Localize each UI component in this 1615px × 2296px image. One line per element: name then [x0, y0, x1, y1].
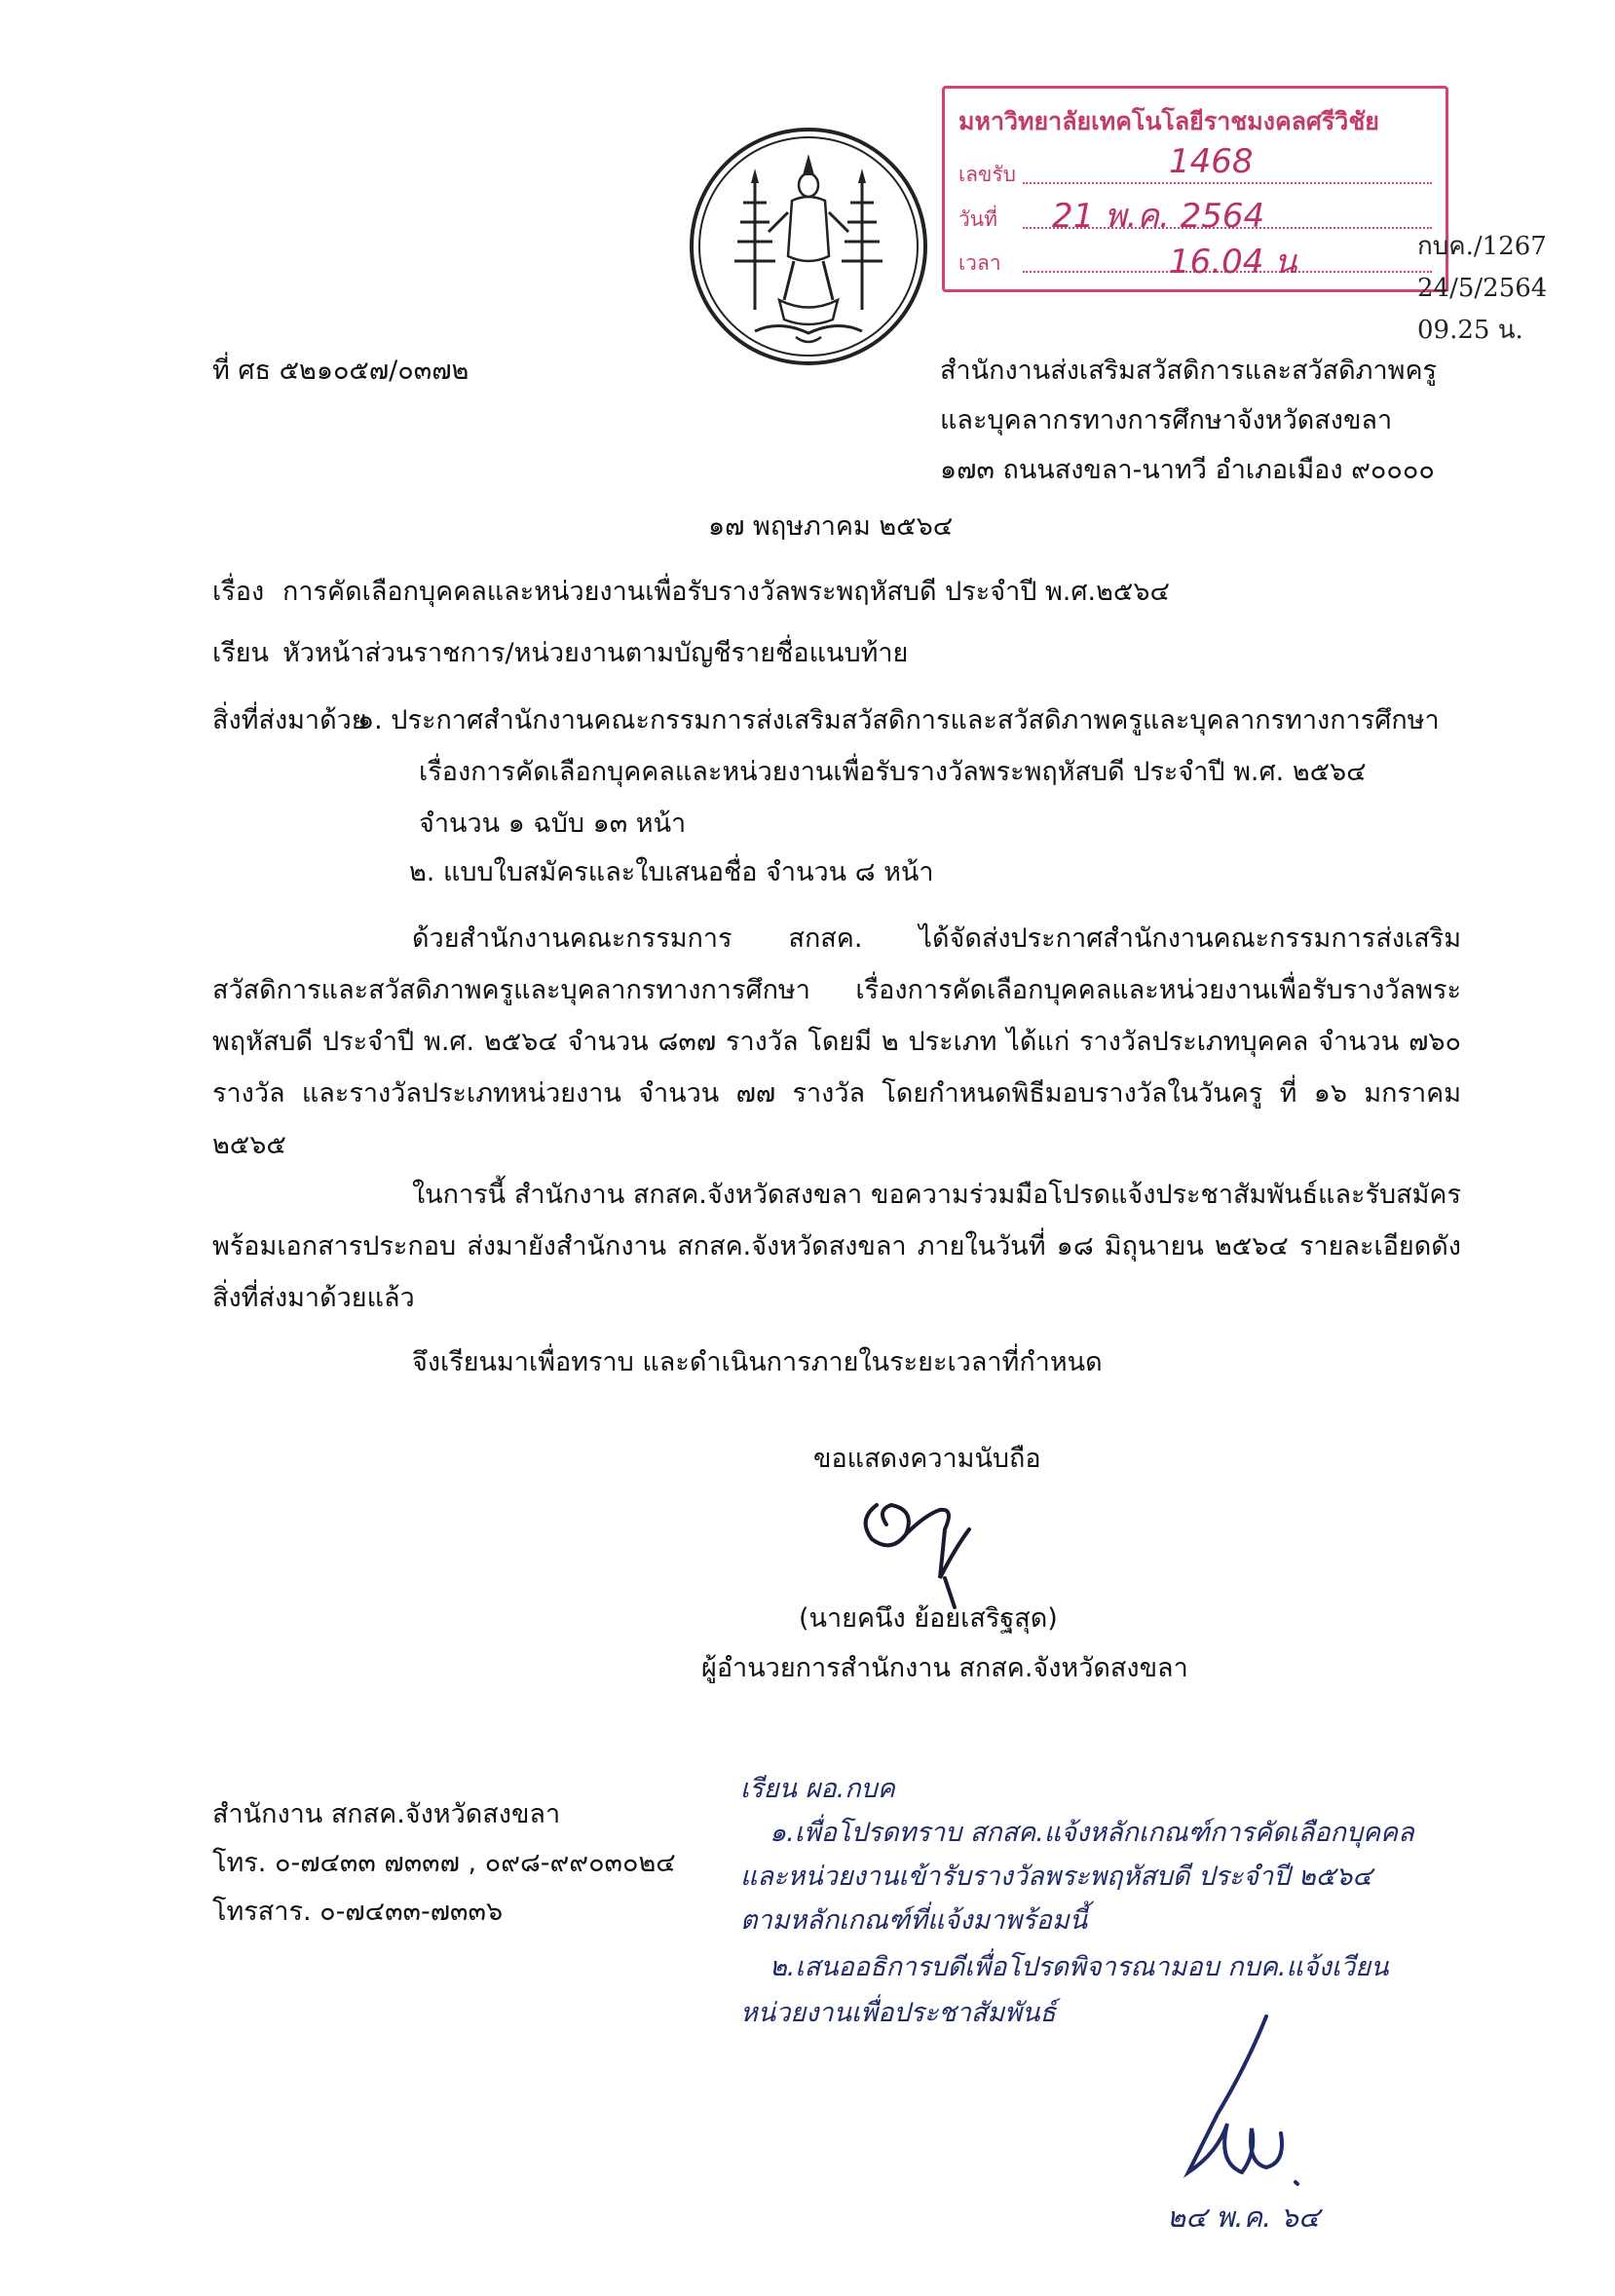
signer-position: ผู้อำนวยการสำนักงาน สกสค.จังหวัดสงขลา — [701, 1653, 1188, 1683]
side-note — [1417, 226, 1547, 352]
memo-line2: ๑.เพื่อโปรดทราบ สกสค.แจ้งหลักเกณฑ์การคัดเลือกบุคคล — [770, 1818, 1414, 1848]
subject-text: การคัดเลือกบุคคลและหน่วยงานเพื่อรับรางวัลพระพฤหัสบดี ประจำปี พ.ศ.๒๕๖๔ — [282, 577, 1170, 607]
memo-line6: หน่วยงานเพื่อประชาสัมพันธ์ — [740, 1998, 1056, 2028]
signer-name: (นายคนึง ย้อยเสริฐสุด) — [799, 1603, 1058, 1634]
reference-number: ที่ ศธ ๕๒๑๐๕๗/๐๓๗๒ — [212, 356, 469, 386]
org-line1: สำนักงานส่งเสริมสวัสดิการและสวัสดิภาพครู — [940, 356, 1438, 386]
stamp-org: มหาวิทยาลัยเทคโนโลยีราชมงคลศรีวิชัย — [958, 107, 1379, 135]
org-address: ๑๗๓ ถนนสงขลา-นาทวี อำเภอเมือง ๙๐๐๐๐ — [940, 455, 1435, 485]
enclosures-label: สิ่งที่ส่งมาด้วย — [212, 705, 367, 735]
body-paragraph-2: ในการนี้ สำนักงาน สกสค.จังหวัดสงขลา ขอความร่วมมือโปรดแจ้งประชาสัมพันธ์และรับสมัครพร้อมเอกสารประกอบ ส่งมายังสำนักงาน สกสค.จังหวัดสงขลา ภายในวันที่ ๑๘ มิถุนายน ๒๕๖๔ รายละเอียดดังสิ่งที่ส่งมาด้วยแล้ว — [212, 1180, 1461, 1313]
emblem-seal — [687, 125, 930, 368]
enclosure-1-line1: ๑. ประกาศสำนักงานคณะกรรมการส่งเสริมสวัสดิการและสวัสดิภาพครูและบุคลากรทางการศึกษา — [357, 705, 1440, 735]
letter-date: ๑๗ พฤษภาคม ๒๕๖๔ — [708, 511, 954, 542]
stamp-time-label: เวลา — [958, 251, 1001, 275]
receipt-stamp — [942, 86, 1448, 292]
stamp-date-value: 21 พ.ค. 2564 — [1052, 197, 1265, 236]
org-line2: และบุคลากรทางการศึกษาจังหวัดสงขลา — [940, 405, 1393, 435]
to-label: เรียน — [212, 638, 270, 668]
stamp-receipt-label: เลขรับ — [958, 163, 1017, 186]
memo-date: ๒๔ พ.ค. ๖๔ — [1167, 2201, 1320, 2234]
to-text: หัวหน้าส่วนราชการ/หน่วยงานตามบัญชีรายชื่อแนบท้าย — [282, 638, 909, 668]
memo-signature — [1149, 2007, 1315, 2202]
stamp-date-label: วันที่ — [958, 207, 997, 231]
director-signature — [847, 1481, 1033, 1612]
footer-fax: โทรสาร. ๐-๗๔๓๓-๗๓๓๖ — [212, 1897, 504, 1927]
footer-tel: โทร. ๐-๗๔๓๓ ๗๓๓๗ , ๐๙๘-๙๙๐๓๐๒๔ — [212, 1848, 676, 1878]
stamp-receipt-no: 1468 — [1169, 142, 1254, 181]
side-note-line1: กบค./1267 — [1417, 232, 1547, 261]
memo-line5: ๒.เสนออธิการบดีเพื่อโปรดพิจารณามอบ กบค.แจ้งเวียน — [770, 1952, 1389, 1982]
side-note-line2: 24/5/2564 — [1417, 274, 1548, 303]
stamp-time-value: 16.04 น — [1169, 243, 1297, 282]
body-paragraph-1: ด้วยสำนักงานคณะกรรมการ สกสค. ได้จัดส่งประกาศสำนักงานคณะกรรมการส่งเสริมสวัสดิการและสวัสดิภาพครูและบุคลากรทางการศึกษา เรื่องการคัดเลือกบุคคลและหน่วยงานเพื่อรับรางวัลพระพฤหัสบดี ประจำปี พ.ศ. ๒๕๖๔ จำนวน ๘๓๗ รางวัล โดยมี ๒ ประเภท ได้แก่ รางวัลประเภทบุคคล จำนวน ๗๖๐ รางวัล และรางวัลประเภทหน่วยงาน จำนวน ๗๗ รางวัล โดยกำหนดพิธีมอบรางวัลในวันครู ที่ ๑๖ มกราคม ๒๕๖๕ — [212, 923, 1462, 1160]
side-note-line3: 09.25 น. — [1417, 316, 1523, 345]
enclosure-1-line2: เรื่องการคัดเลือกบุคคลและหน่วยงานเพื่อรับรางวัลพระพฤหัสบดี ประจำปี พ.ศ. ๒๕๖๔ — [419, 757, 1367, 787]
body-paragraph-3: จึงเรียนมาเพื่อทราบ และดำเนินการภายในระยะเวลาที่กำหนด — [412, 1347, 1103, 1377]
enclosure-2: ๒. แบบใบสมัครและใบเสนอชื่อ จำนวน ๘ หน้า — [409, 857, 934, 887]
closing: ขอแสดงความนับถือ — [813, 1444, 1041, 1474]
footer-office: สำนักงาน สกสค.จังหวัดสงขลา — [212, 1799, 561, 1829]
memo-line3: และหน่วยงานเข้ารับรางวัลพระพฤหัสบดี ประจำปี ๒๕๖๔ — [740, 1862, 1372, 1892]
enclosure-1-line3: จำนวน ๑ ฉบับ ๑๓ หน้า — [419, 809, 687, 839]
memo-line4: ตามหลักเกณฑ์ที่แจ้งมาพร้อมนี้ — [740, 1905, 1088, 1936]
memo-line1: เรียน ผอ.กบค — [740, 1774, 895, 1804]
subject-label: เรื่อง — [212, 577, 265, 607]
